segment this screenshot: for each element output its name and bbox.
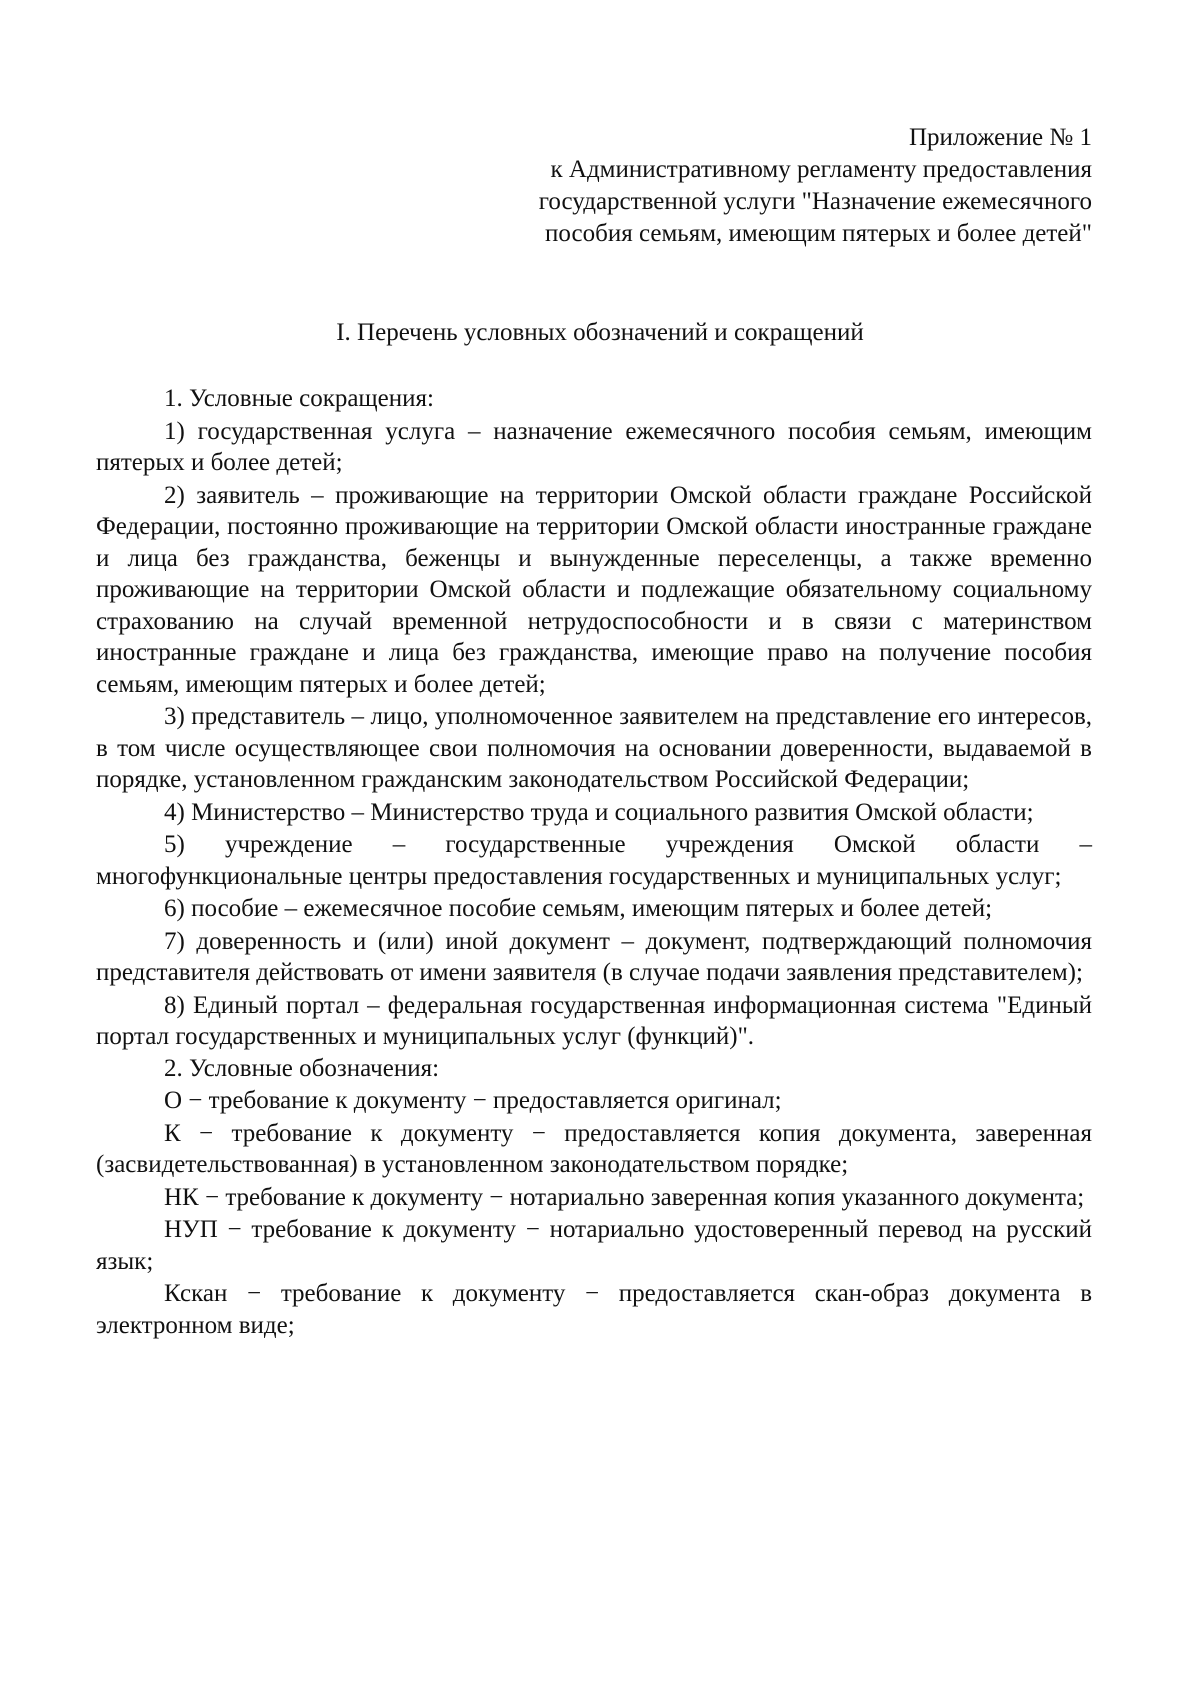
annex-line-3: государственной услуги "Назначение ежемесячного: [538, 188, 1092, 215]
designation-item-notarized-copy: НК − требование к документу − нотариально заверенная копия указанного документа;: [164, 1183, 1085, 1211]
designations-title: 2. Условные обозначения:: [164, 1054, 440, 1082]
designation-item-scan: Кскан − требование к документу − предоставляется скан-образ документа в электронном виде;: [96, 1280, 1092, 1339]
designation-item-notarized-translation: НУП − требование к документу − нотариально удостоверенный перевод на русский язык;: [96, 1216, 1092, 1275]
section-title: I. Перечень условных обозначений и сокращений: [336, 319, 864, 346]
abbreviation-item-8: 8) Единый портал – федеральная государственная информационная система "Единый портал государственных и муниципальных услуг (функций)".: [96, 991, 1092, 1050]
abbreviation-item-7: 7) доверенность и (или) иной документ – документ, подтверждающий полномочия представителя действовать от имени заявителя (в случае подачи заявления представителем);: [96, 927, 1092, 986]
abbreviation-item-6: 6) пособие – ежемесячное пособие семьям, имеющим пятерых и более детей;: [164, 895, 993, 922]
designation-item-original: О − требование к документу − предоставляется оригинал;: [164, 1087, 782, 1114]
annex-line-4: пособия семьям, имеющим пятерых и более детей": [545, 220, 1092, 247]
abbreviations-title: 1. Условные сокращения:: [164, 385, 434, 412]
abbreviation-item-2: 2) заявитель – проживающие на территории Омской области граждане Российской Федерации, постоянно проживающие на территории Омской области иностранные граждане и лица без гражданства, беженцы и вынужденные переселенцы, а также временно проживающие на территории Омской области и подлежащие обязательному социальному страхованию на случай временной нетрудоспособности и в связи с материнством иностранные граждане и лица без гражданства, имеющие право на получение пособия семьям, имеющим пятерых и более детей;: [96, 481, 1092, 698]
abbreviation-item-4: 4) Министерство – Министерство труда и социального развития Омской области;: [164, 798, 1034, 826]
document-body: [96, 383, 1092, 1341]
abbreviation-item-1: 1) государственная услуга – назначение ежемесячного пособия семьям, имеющим пятерых и более детей;: [96, 417, 1092, 476]
abbreviation-item-3: 3) представитель – лицо, уполномоченное заявителем на представление его интересов, в том числе осуществляющее свои полномочия на основании доверенности, выдаваемой в порядке, установленном гражданским законодательством Российской Федерации;: [96, 703, 1092, 793]
annex-number: Приложение № 1: [908, 124, 1092, 151]
abbreviation-item-5: 5) учреждение – государственные учреждения Омской области – многофункциональные центры предоставления государственных и муниципальных услуг;: [96, 831, 1092, 890]
annex-line-2: к Административному регламенту предоставления: [550, 156, 1092, 183]
designation-item-copy: К − требование к документу − предоставляется копия документа, заверенная (засвидетельствованная) в установленном законодательством порядке;: [96, 1119, 1092, 1178]
annex-header: [392, 122, 1092, 250]
